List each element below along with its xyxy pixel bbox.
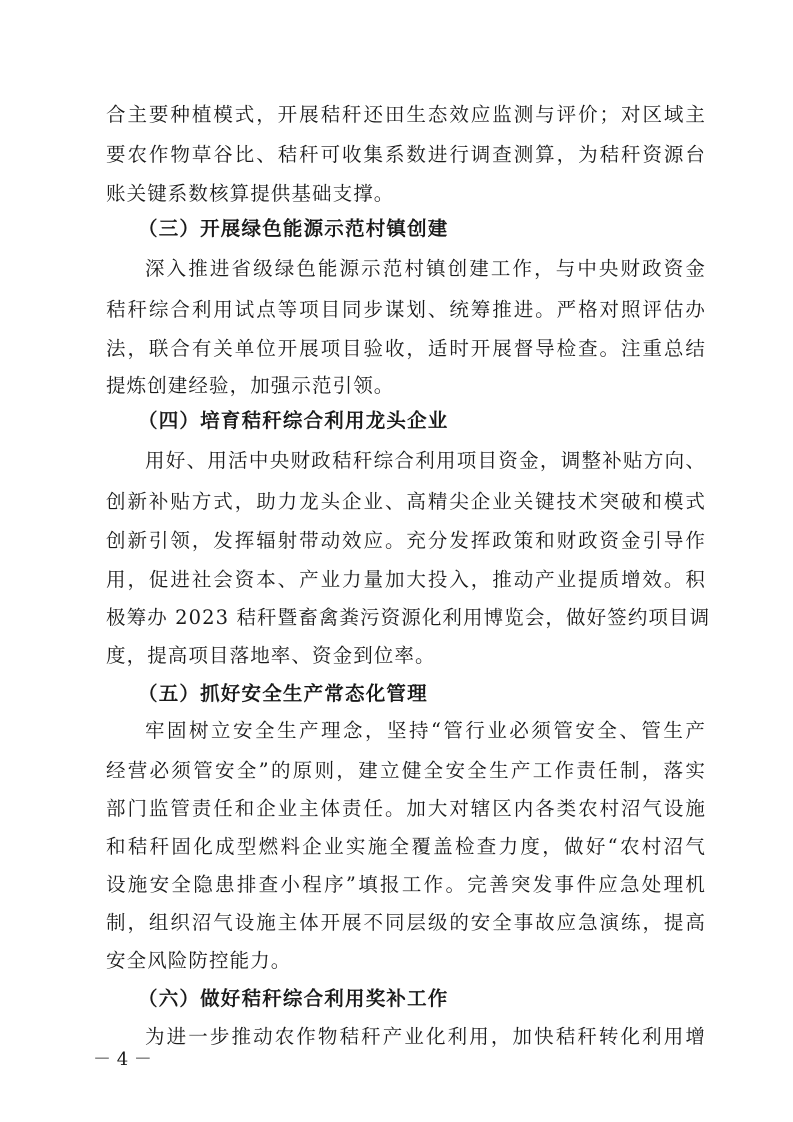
body-text-line: 创新引领，发挥辐射带动效应。充分发挥政策和财政资金引导作 xyxy=(106,529,706,552)
body-text-line: 为进一步推动农作物秸秆产业化利用，加快秸秆转化利用增 xyxy=(145,1025,706,1048)
body-text-line: 要农作物草谷比、秸秆可收集系数进行调查测算，为秸秆资源台 xyxy=(106,143,706,166)
body-text-line: 极筹办 2023 秸秆暨畜禽粪污资源化利用博览会，做好签约项目调 xyxy=(106,606,711,629)
body-text-line: 法，联合有关单位开展项目验收，适时开展督导检查。注重总结 xyxy=(106,337,706,360)
body-text-line: 秸秆综合利用试点等项目同步谋划、统筹推进。严格对照评估办 xyxy=(106,298,706,321)
section-heading: （四）培育秸秆综合利用龙头企业 xyxy=(138,409,449,432)
body-text-line: 制，组织沼气设施主体开展不同层级的安全事故应急演练，提高 xyxy=(106,911,706,934)
body-text-line: 用，促进社会资本、产业力量加大投入，推动产业提质增效。积 xyxy=(106,568,706,591)
body-text-line: 账关键系数核算提供基础支撑。 xyxy=(106,182,395,205)
body-text-line: 设施安全隐患排查小程序”填报工作。完善突发事件应急处理机 xyxy=(106,873,706,896)
body-text-line: 部门监管责任和企业主体责任。加大对辖区内各类农村沼气设施 xyxy=(106,797,706,820)
body-text-line: 创新补贴方式，助力龙头企业、高精尖企业关键技术突破和模式 xyxy=(106,490,706,513)
section-heading: （三）开展绿色能源示范村镇创建 xyxy=(138,217,449,240)
body-text-line: 牢固树立安全生产理念，坚持“管行业必须管安全、管生产 xyxy=(145,719,706,742)
body-text-line: 合主要种植模式，开展秸秆还田生态效应监测与评价；对区域主 xyxy=(106,103,706,126)
body-text-line: 和秸秆固化成型燃料企业实施全覆盖检查力度，做好“农村沼气 xyxy=(106,835,706,858)
section-heading: （五）抓好安全生产常态化管理 xyxy=(138,682,428,705)
section-heading: （六）做好秸秆综合利用奖补工作 xyxy=(138,987,449,1010)
body-text-line: 深入推进省级绿色能源示范村镇创建工作，与中央财政资金 xyxy=(145,257,706,280)
body-text-line: 用好、用活中央财政秸秆综合利用项目资金，调整补贴方向、 xyxy=(145,449,706,472)
body-text-line: 经营必须管安全”的原则，建立健全安全生产工作责任制，落实 xyxy=(106,759,706,782)
page-number: － 4 － xyxy=(93,1049,152,1070)
body-text-line: 提炼创建经验，加强示范引领。 xyxy=(106,374,395,397)
body-text-line: 度，提高项目落地率、资金到位率。 xyxy=(106,644,436,667)
body-text-line: 安全风险防控能力。 xyxy=(106,949,292,972)
